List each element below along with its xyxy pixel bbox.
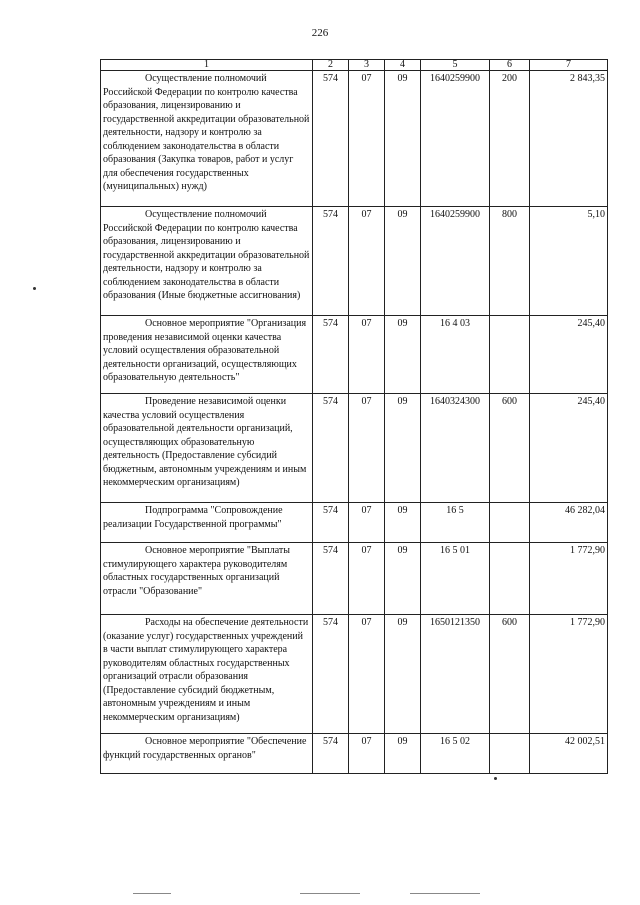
table-row — [101, 394, 608, 503]
expense-type-code: 200 — [490, 71, 530, 207]
expense-type-code — [490, 503, 530, 543]
amount: 1 772,90 — [530, 615, 608, 734]
subsection-code: 09 — [385, 394, 421, 503]
ministry-code: 574 — [313, 71, 349, 207]
ministry-code: 574 — [313, 503, 349, 543]
subsection-code: 09 — [385, 316, 421, 394]
subsection-code: 09 — [385, 615, 421, 734]
row-name: Осуществление полномочий Российской Федерации по контролю качества образования, лицензированию и государственной аккредитации образовательной деятельности, надзору и контролю за соблюдением законодательства в области образования (Иные бюджетные ассигнования) — [101, 207, 313, 316]
table-row — [101, 71, 608, 207]
scan-speck — [494, 777, 497, 780]
target-code: 16 5 — [421, 503, 490, 543]
section-code: 07 — [349, 543, 385, 615]
table-row — [101, 734, 608, 774]
ministry-code: 574 — [313, 734, 349, 774]
amount: 5,10 — [530, 207, 608, 316]
amount: 245,40 — [530, 394, 608, 503]
expense-type-code — [490, 734, 530, 774]
column-header: 2 — [313, 60, 349, 71]
table-row — [101, 316, 608, 394]
column-header: 1 — [101, 60, 313, 71]
column-header: 4 — [385, 60, 421, 71]
column-header-row — [101, 60, 608, 71]
section-code: 07 — [349, 207, 385, 316]
row-name: Проведение независимой оценки качества условий осуществления образовательной деятельности организаций, осуществляющих образовательную деятельность (Предоставление субсидий бюджетным, автономным учреждениям и иным некоммерческим организациям) — [101, 394, 313, 503]
ministry-code: 574 — [313, 615, 349, 734]
expense-type-code — [490, 543, 530, 615]
amount: 1 772,90 — [530, 543, 608, 615]
section-code: 07 — [349, 71, 385, 207]
section-code: 07 — [349, 316, 385, 394]
row-name: Подпрограмма "Сопровождение реализации Государственной программы" — [101, 503, 313, 543]
section-code: 07 — [349, 394, 385, 503]
budget-table — [100, 59, 608, 774]
amount: 42 002,51 — [530, 734, 608, 774]
subsection-code: 09 — [385, 71, 421, 207]
subsection-code: 09 — [385, 207, 421, 316]
subsection-code: 09 — [385, 543, 421, 615]
amount: 46 282,04 — [530, 503, 608, 543]
column-header: 5 — [421, 60, 490, 71]
row-name: Основное мероприятие "Обеспечение функций государственных органов" — [101, 734, 313, 774]
expense-type-code: 800 — [490, 207, 530, 316]
page-number: 226 — [311, 27, 329, 39]
section-code: 07 — [349, 503, 385, 543]
amount: 2 843,35 — [530, 71, 608, 207]
target-code: 1640259900 — [421, 71, 490, 207]
target-code: 1640259900 — [421, 207, 490, 316]
column-header: 6 — [490, 60, 530, 71]
expense-type-code: 600 — [490, 615, 530, 734]
target-code: 16 5 02 — [421, 734, 490, 774]
amount: 245,40 — [530, 316, 608, 394]
scan-edge-line — [410, 893, 480, 894]
target-code: 1640324300 — [421, 394, 490, 503]
section-code: 07 — [349, 734, 385, 774]
target-code: 16 4 03 — [421, 316, 490, 394]
row-name: Основное мероприятие "Выплаты стимулирующего характера руководителям областных государственных организаций отрасли "Образование" — [101, 543, 313, 615]
target-code: 16 5 01 — [421, 543, 490, 615]
column-header: 7 — [530, 60, 608, 71]
section-code: 07 — [349, 615, 385, 734]
row-name: Основное мероприятие "Организация проведения независимой оценки качества условий осуществления образовательной деятельности организаций, осуществляющих образовательную деятельность" — [101, 316, 313, 394]
ministry-code: 574 — [313, 394, 349, 503]
scan-edge-line — [133, 893, 171, 894]
table-row — [101, 615, 608, 734]
row-name: Осуществление полномочий Российской Федерации по контролю качества образования, лицензированию и государственной аккредитации образовательной деятельности, надзору и контролю за соблюдением законодательства в области образования (Закупка товаров, работ и услуг для обеспечения государственных (муниципальных) нужд) — [101, 71, 313, 207]
ministry-code: 574 — [313, 207, 349, 316]
row-name: Расходы на обеспечение деятельности (оказание услуг) государственных учреждений в части выплат стимулирующего характера руководителям областных государственных организаций отрасли образования (Предоставление субсидий бюджетным, автономным учреждениям и иным некоммерческим организациям) — [101, 615, 313, 734]
scan-speck — [33, 287, 36, 290]
ministry-code: 574 — [313, 316, 349, 394]
table-row — [101, 503, 608, 543]
subsection-code: 09 — [385, 734, 421, 774]
scan-edge-line — [300, 893, 360, 894]
table-row — [101, 207, 608, 316]
column-header: 3 — [349, 60, 385, 71]
expense-type-code: 600 — [490, 394, 530, 503]
expense-type-code — [490, 316, 530, 394]
ministry-code: 574 — [313, 543, 349, 615]
target-code: 1650121350 — [421, 615, 490, 734]
subsection-code: 09 — [385, 503, 421, 543]
table-row — [101, 543, 608, 615]
